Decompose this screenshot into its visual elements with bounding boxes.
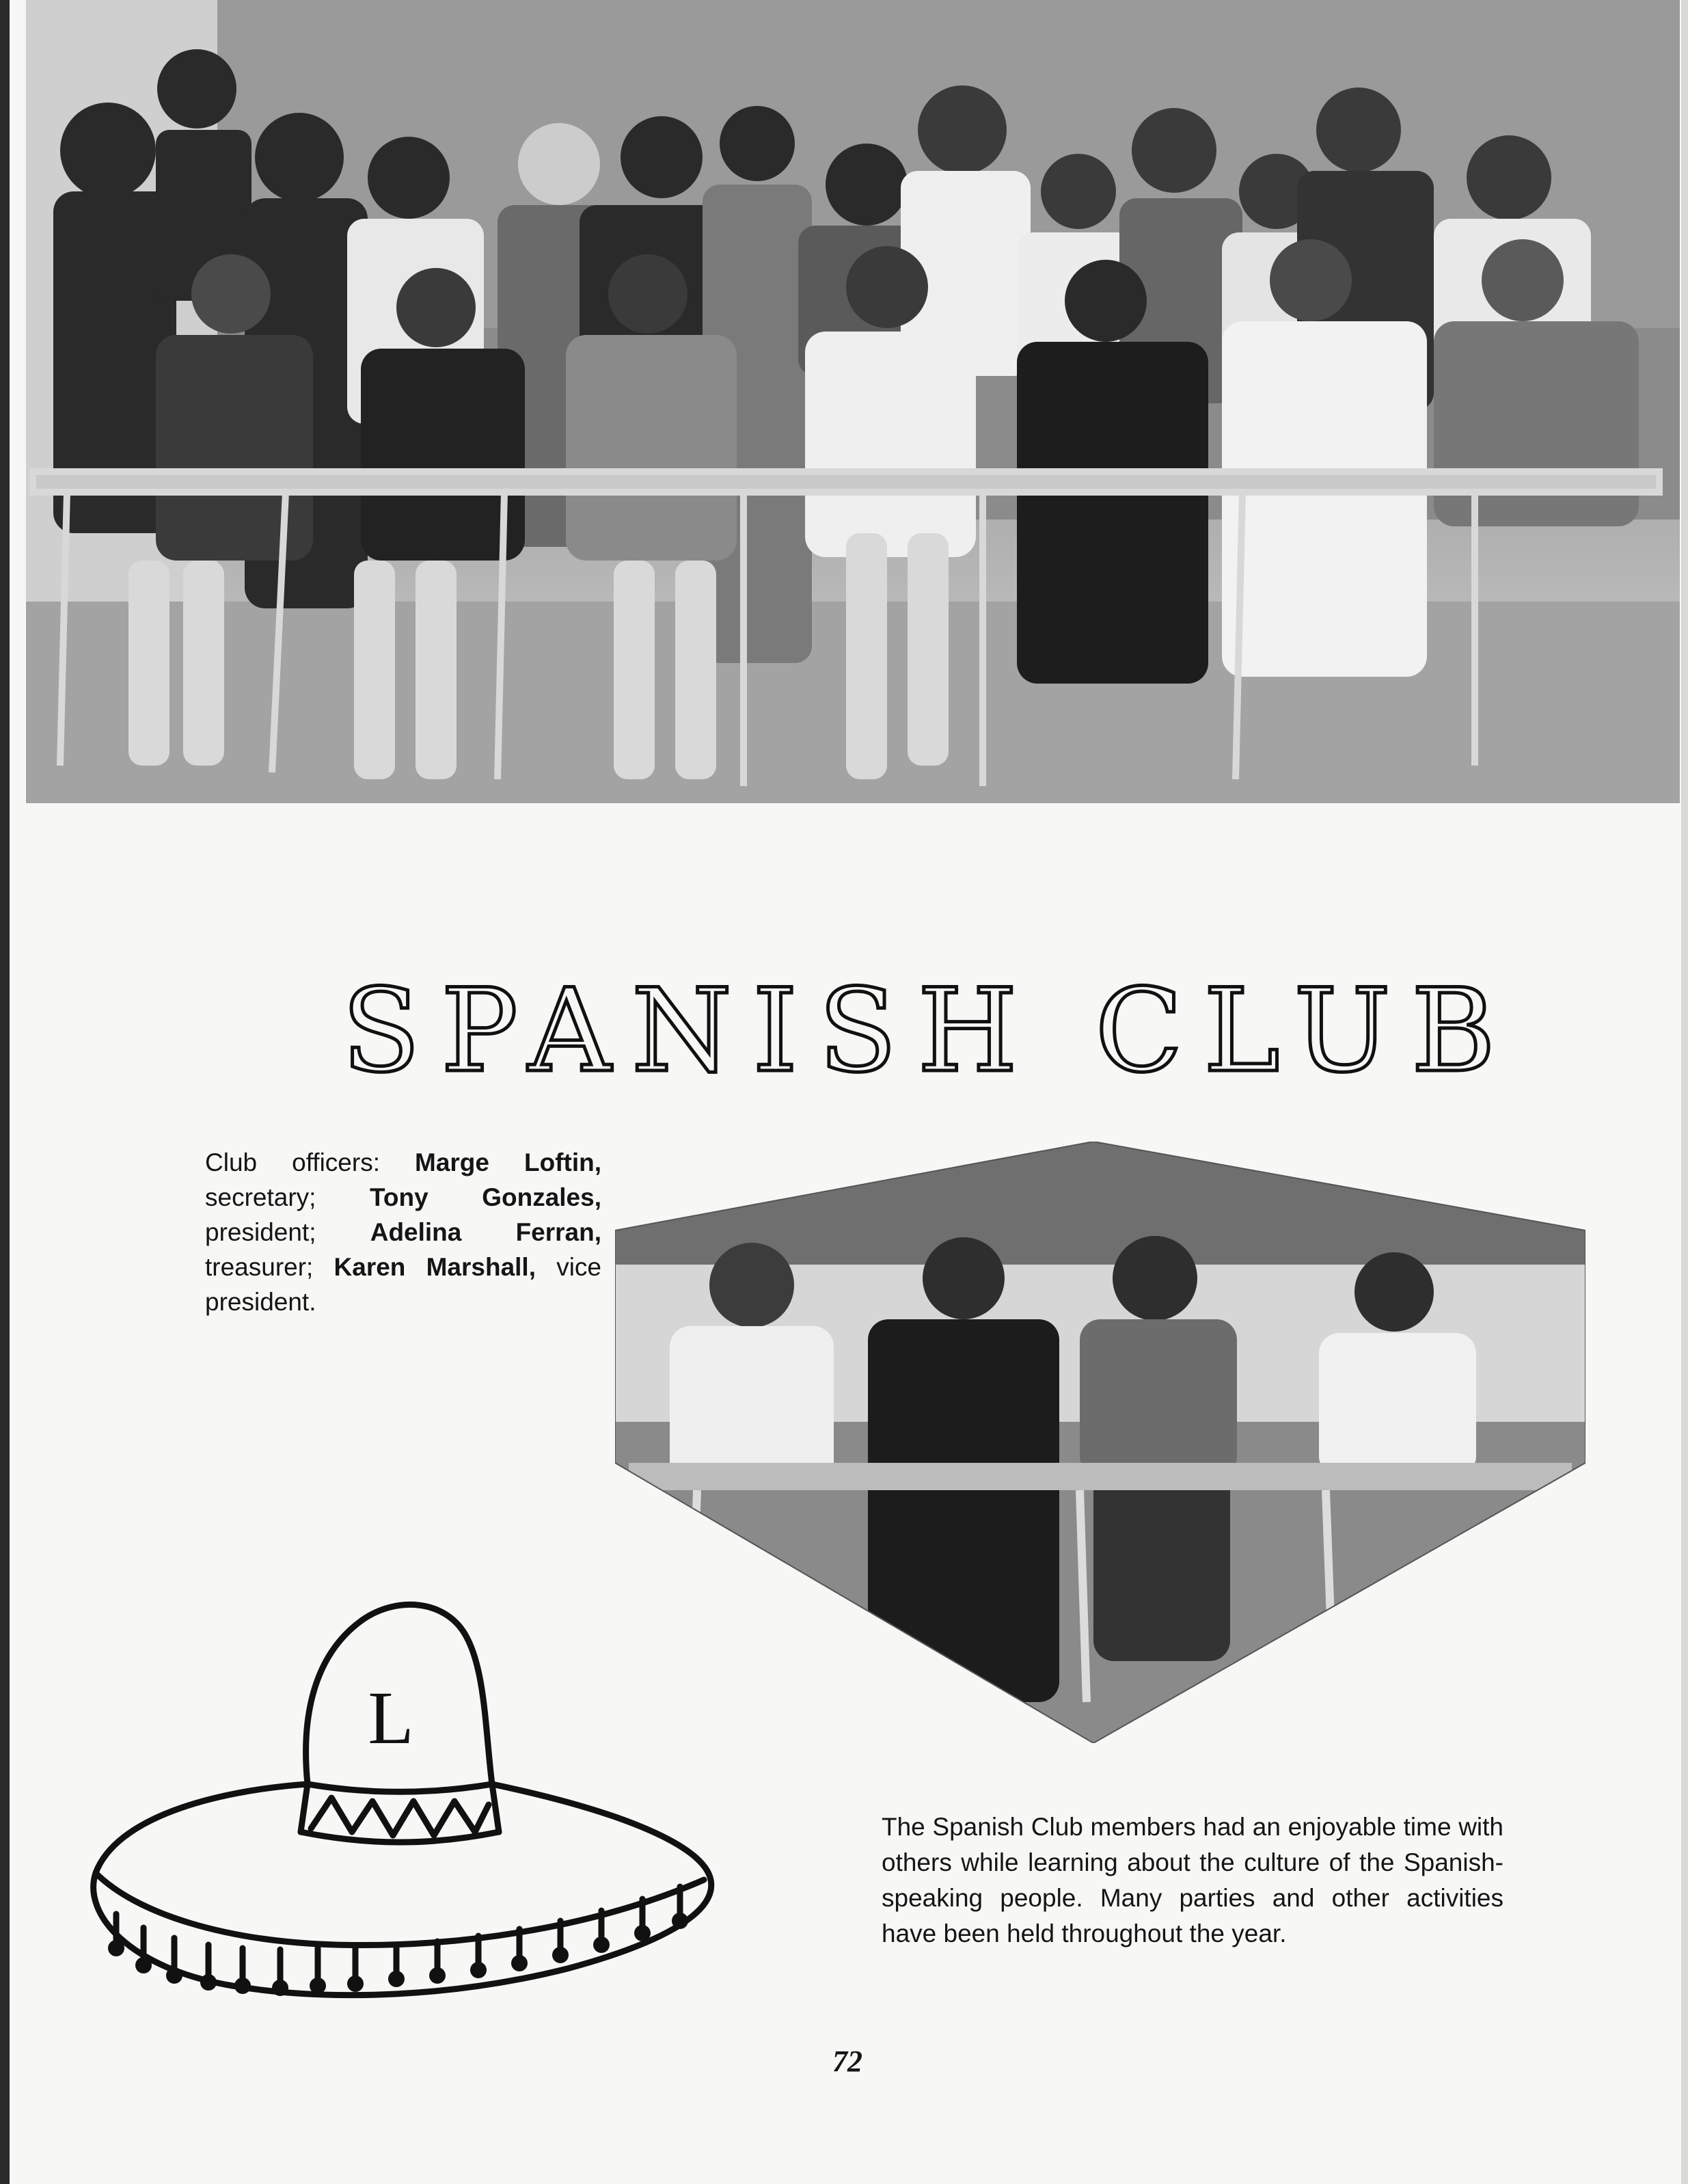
officer-role: treasurer;: [205, 1253, 314, 1281]
officers-photo: [615, 1142, 1585, 1743]
hat-letter: L: [368, 1676, 414, 1760]
officers-lead: Club officers:: [205, 1148, 380, 1176]
group-photo-illustration: [26, 0, 1680, 803]
group-photo: [26, 0, 1680, 803]
officer-name: Adelina Ferran,: [370, 1218, 602, 1246]
page-title: SPANISH CLUB: [342, 963, 1516, 1098]
officer-name: Karen Marshall,: [333, 1253, 536, 1281]
officer-role: president;: [205, 1218, 316, 1246]
page-number: 72: [832, 2045, 862, 2078]
club-caption: The Spanish Club members had an enjoyable time with others while learning about the culture of the Spanish-speaking people. Many parties and other activities have been held throughout the year.: [882, 1813, 1503, 1947]
officer-name: Marge Loftin,: [415, 1148, 601, 1176]
officers-caption: [205, 1145, 601, 1319]
officer-role: vice president.: [205, 1253, 601, 1316]
page-edge-right: [1681, 0, 1688, 2184]
sombrero-illustration: [75, 1559, 731, 2023]
officer-role: secretary;: [205, 1183, 316, 1211]
page-edge-left: [0, 0, 10, 2184]
officer-name: Tony Gonzales,: [370, 1183, 601, 1211]
